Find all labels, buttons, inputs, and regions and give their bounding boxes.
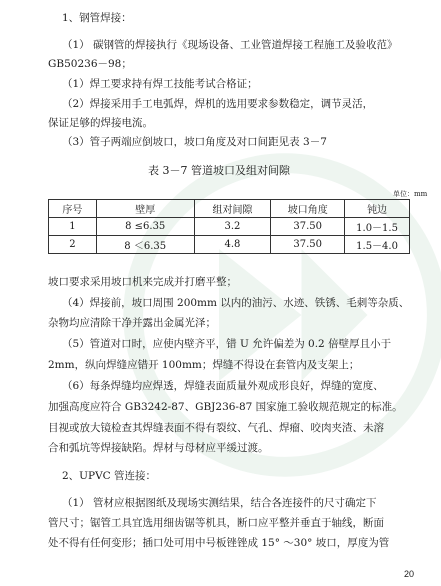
table-title: 表 3－7 管道坡口及组对间隙 [148, 164, 290, 177]
text-line: （1） 管材应根据图纸及现场实测结果，结合各连接件的尺寸确定下 [62, 497, 377, 509]
section-heading-upvc: 2、UPVC 管连接： [62, 470, 157, 482]
table-row [49, 218, 410, 236]
text-line: （1） 碳钢管的焊接执行《现场设备、工业管道焊接工程施工及验收范》 [62, 39, 398, 51]
text-line: 管尺寸；锯管工具宜选用细齿锯等机具，断口应平整并垂直于轴线，断面 [48, 517, 384, 529]
text-line: 杂物均应清除干净并露出金属光泽； [48, 317, 216, 329]
text-line: （3）管子两端应倒坡口，坡口角度及对口间距见表 3－7 [62, 136, 327, 148]
text-line: （2）焊接采用手工电弧焊，焊机的选用要求参数稳定，调节灵活， [62, 98, 374, 110]
section-heading-steel-pipe-welding: 1、钢管焊接： [62, 12, 132, 24]
groove-gap-table [48, 199, 410, 254]
table-row [49, 236, 410, 254]
text-line: 处不得有任何变形；插口处可用中号板锉锉成 15° ～30° 坡口，厚度为管 [48, 537, 390, 549]
text-line: （6）每条焊缝均应焊透，焊缝表面质量外观成形良好，焊缝的宽度、 [62, 380, 384, 392]
text-line: 坡口要求采用坡口机来完成并打磨平整； [48, 276, 237, 288]
text-line: （5）管道对口时，应使内壁齐平，错 U 允许偏差为 0.2 倍壁厚且小于 [62, 338, 392, 350]
table-header-cell: 钝边 [345, 200, 410, 218]
text-line: 保证足够的焊接电流。 [48, 117, 153, 129]
table-cell: 4.8 [194, 236, 271, 254]
table-cell: 37.50 [271, 236, 345, 254]
text-line: 合和弧坑等焊接缺陷。焊材与母材应平缓过渡。 [48, 442, 269, 454]
text-line: （1）焊工要求持有焊工技能考试合格证； [62, 78, 258, 90]
table-header-cell: 壁厚 [96, 200, 194, 218]
table-cell: 1 [49, 218, 97, 236]
table-cell: 1.5－4.0 [345, 236, 410, 254]
table-cell: 1.0－1.5 [345, 218, 410, 236]
table-cell: 8 ＜6.35 [96, 236, 194, 254]
table-unit: 单位：mm [393, 190, 428, 198]
table-header-cell: 组对间隙 [194, 200, 271, 218]
text-line: GB50236－98； [48, 58, 132, 70]
text-line: （4）焊接前，坡口周围 200mm 以内的油污、水迹、铁锈、毛刺等杂质、 [62, 297, 410, 309]
table-cell: 2 [49, 236, 97, 254]
table-cell: 37.50 [271, 218, 345, 236]
table-cell: 3.2 [194, 218, 271, 236]
text-line: 2mm，纵向焊缝应错开 100mm；焊缝不得设在套管内及支架上； [48, 359, 360, 371]
text-line: 加强高度应符合 GB3242-87、GBJ236-87 国家施工验收规范规定的标准。 [48, 401, 403, 413]
text-line: 目视或放大镜检查其焊缝表面不得有裂纹、气孔、焊瘤、咬肉夹渣、未溶 [48, 422, 384, 434]
table-header-cell: 坡口角度 [271, 200, 345, 218]
table-header-row [49, 200, 410, 218]
table-cell: 8 ≤6.35 [96, 218, 194, 236]
page-number: 20 [404, 569, 415, 579]
table-header-cell: 序号 [49, 200, 97, 218]
